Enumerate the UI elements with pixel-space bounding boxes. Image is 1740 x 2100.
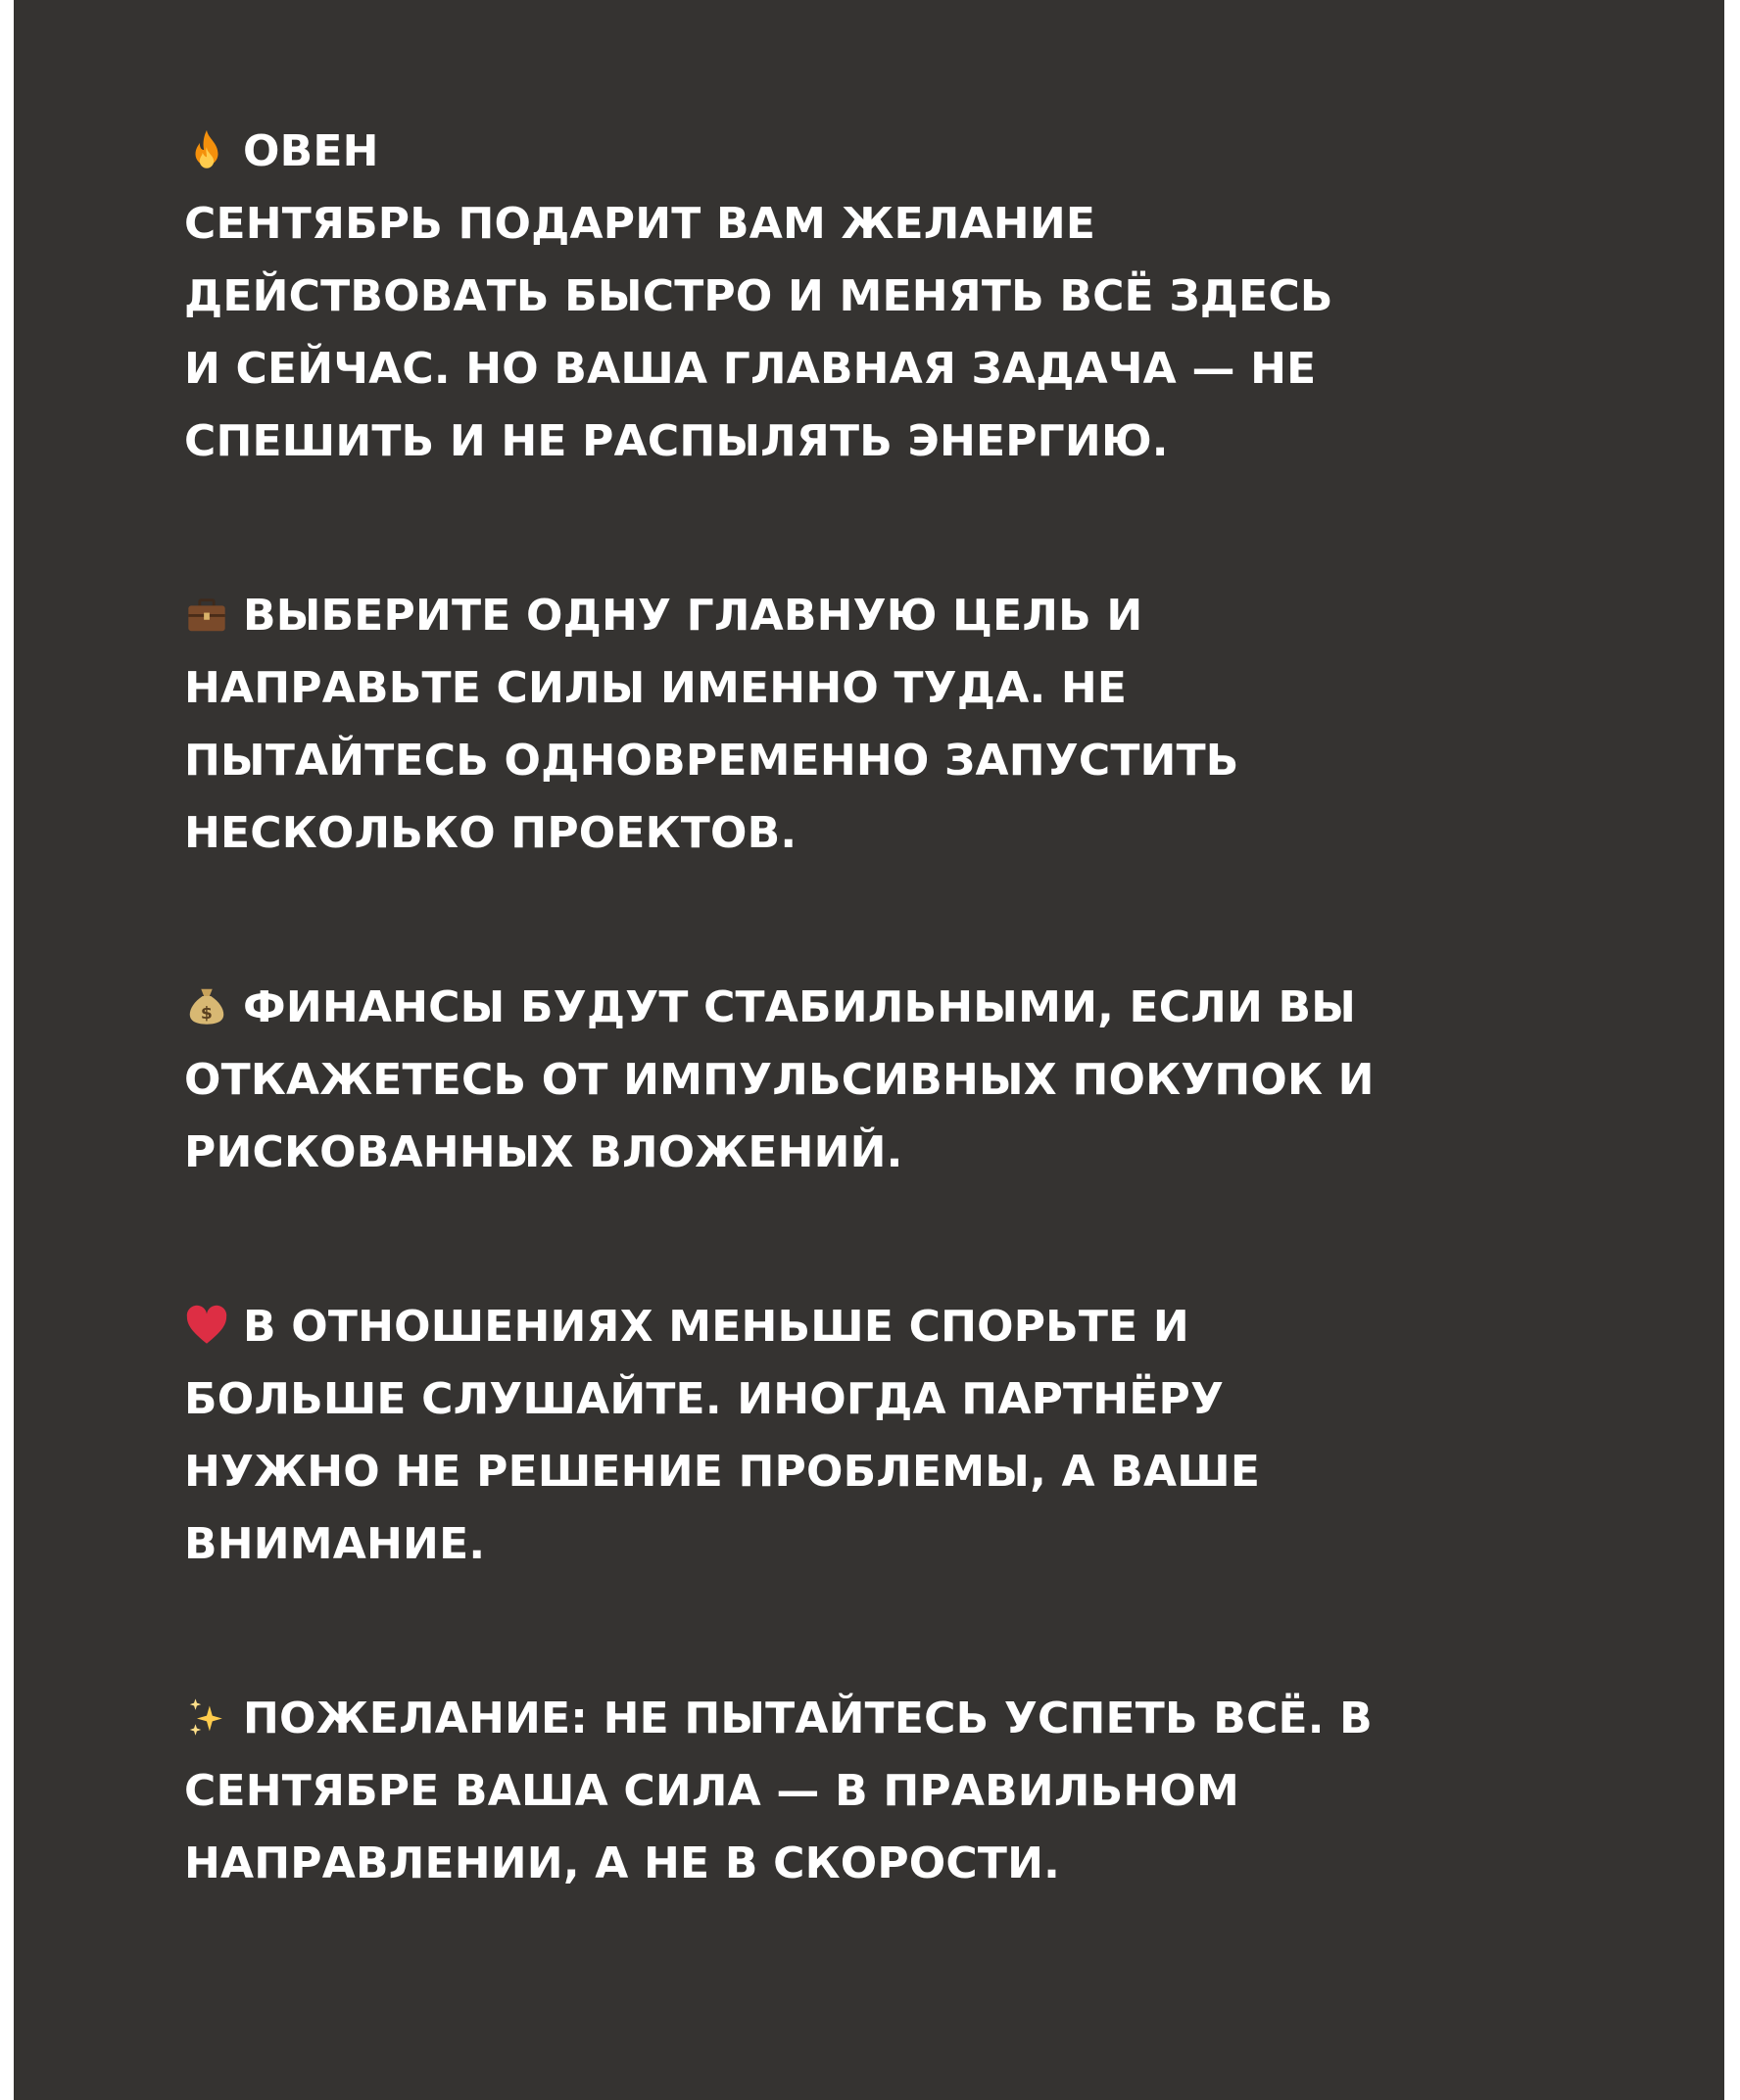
text-line: ПЫТАЙТЕСЬ ОДНОВРЕМЕННО ЗАПУСТИТЬ	[184, 736, 1239, 786]
briefcase-icon	[184, 592, 229, 637]
text-line: НАПРАВЛЕНИИ, А НЕ В СКОРОСТИ.	[184, 1838, 1061, 1888]
text-line: ПОЖЕЛАНИЕ: НЕ ПЫТАЙТЕСЬ УСПЕТЬ ВСЁ. В	[184, 1683, 1615, 1755]
sparkles-icon	[184, 1694, 229, 1740]
text-line: СПЕШИТЬ И НЕ РАСПЫЛЯТЬ ЭНЕРГИЮ.	[184, 416, 1169, 466]
section-love	[184, 1291, 1615, 1581]
section-wish	[184, 1683, 1615, 1900]
text-line: ВНИМАНИЕ.	[184, 1519, 486, 1569]
text-line: НАПРАВЬТЕ СИЛЫ ИМЕННО ТУДА. НЕ	[184, 663, 1128, 713]
text-line: В ОТНОШЕНИЯХ МЕНЬШЕ СПОРЬТЕ И	[184, 1291, 1615, 1363]
text-line: БОЛЬШЕ СЛУШАЙТЕ. ИНОГДА ПАРТНЁРУ	[184, 1374, 1225, 1424]
horoscope-text	[184, 116, 1615, 2002]
text-line: НЕСКОЛЬКО ПРОЕКТОВ.	[184, 808, 798, 858]
text-line: СЕНТЯБРЬ ПОДАРИТ ВАМ ЖЕЛАНИЕ	[184, 199, 1096, 249]
svg-text:$: $	[200, 1003, 214, 1024]
section-career	[184, 580, 1615, 870]
sign-title: ОВЕН	[243, 126, 379, 176]
text-line: $ ФИНАНСЫ БУДУТ СТАБИЛЬНЫМИ, ЕСЛИ ВЫ	[184, 972, 1615, 1044]
text-line: СЕНТЯБРЕ ВАША СИЛА — В ПРАВИЛЬНОМ	[184, 1766, 1239, 1816]
text-line: ОТКАЖЕТЕСЬ ОТ ИМПУЛЬСИВНЫХ ПОКУПОК И	[184, 1055, 1375, 1105]
heart-icon	[184, 1303, 229, 1348]
post-background	[14, 0, 1724, 2100]
text-line: И СЕЙЧАС. НО ВАША ГЛАВНАЯ ЗАДАЧА — НЕ	[184, 344, 1317, 394]
text-line: НУЖНО НЕ РЕШЕНИЕ ПРОБЛЕМЫ, А ВАШЕ	[184, 1447, 1261, 1497]
heading-line	[184, 116, 1615, 188]
text-line: ДЕЙСТВОВАТЬ БЫСТРО И МЕНЯТЬ ВСЁ ЗДЕСЬ	[184, 271, 1333, 321]
text-line: ВЫБЕРИТЕ ОДНУ ГЛАВНУЮ ЦЕЛЬ И	[184, 580, 1615, 652]
money-bag-icon	[184, 983, 229, 1028]
section-intro	[184, 116, 1615, 478]
section-finance	[184, 972, 1615, 1189]
text-line: РИСКОВАННЫХ ВЛОЖЕНИЙ.	[184, 1127, 903, 1177]
fire-icon	[184, 127, 229, 172]
